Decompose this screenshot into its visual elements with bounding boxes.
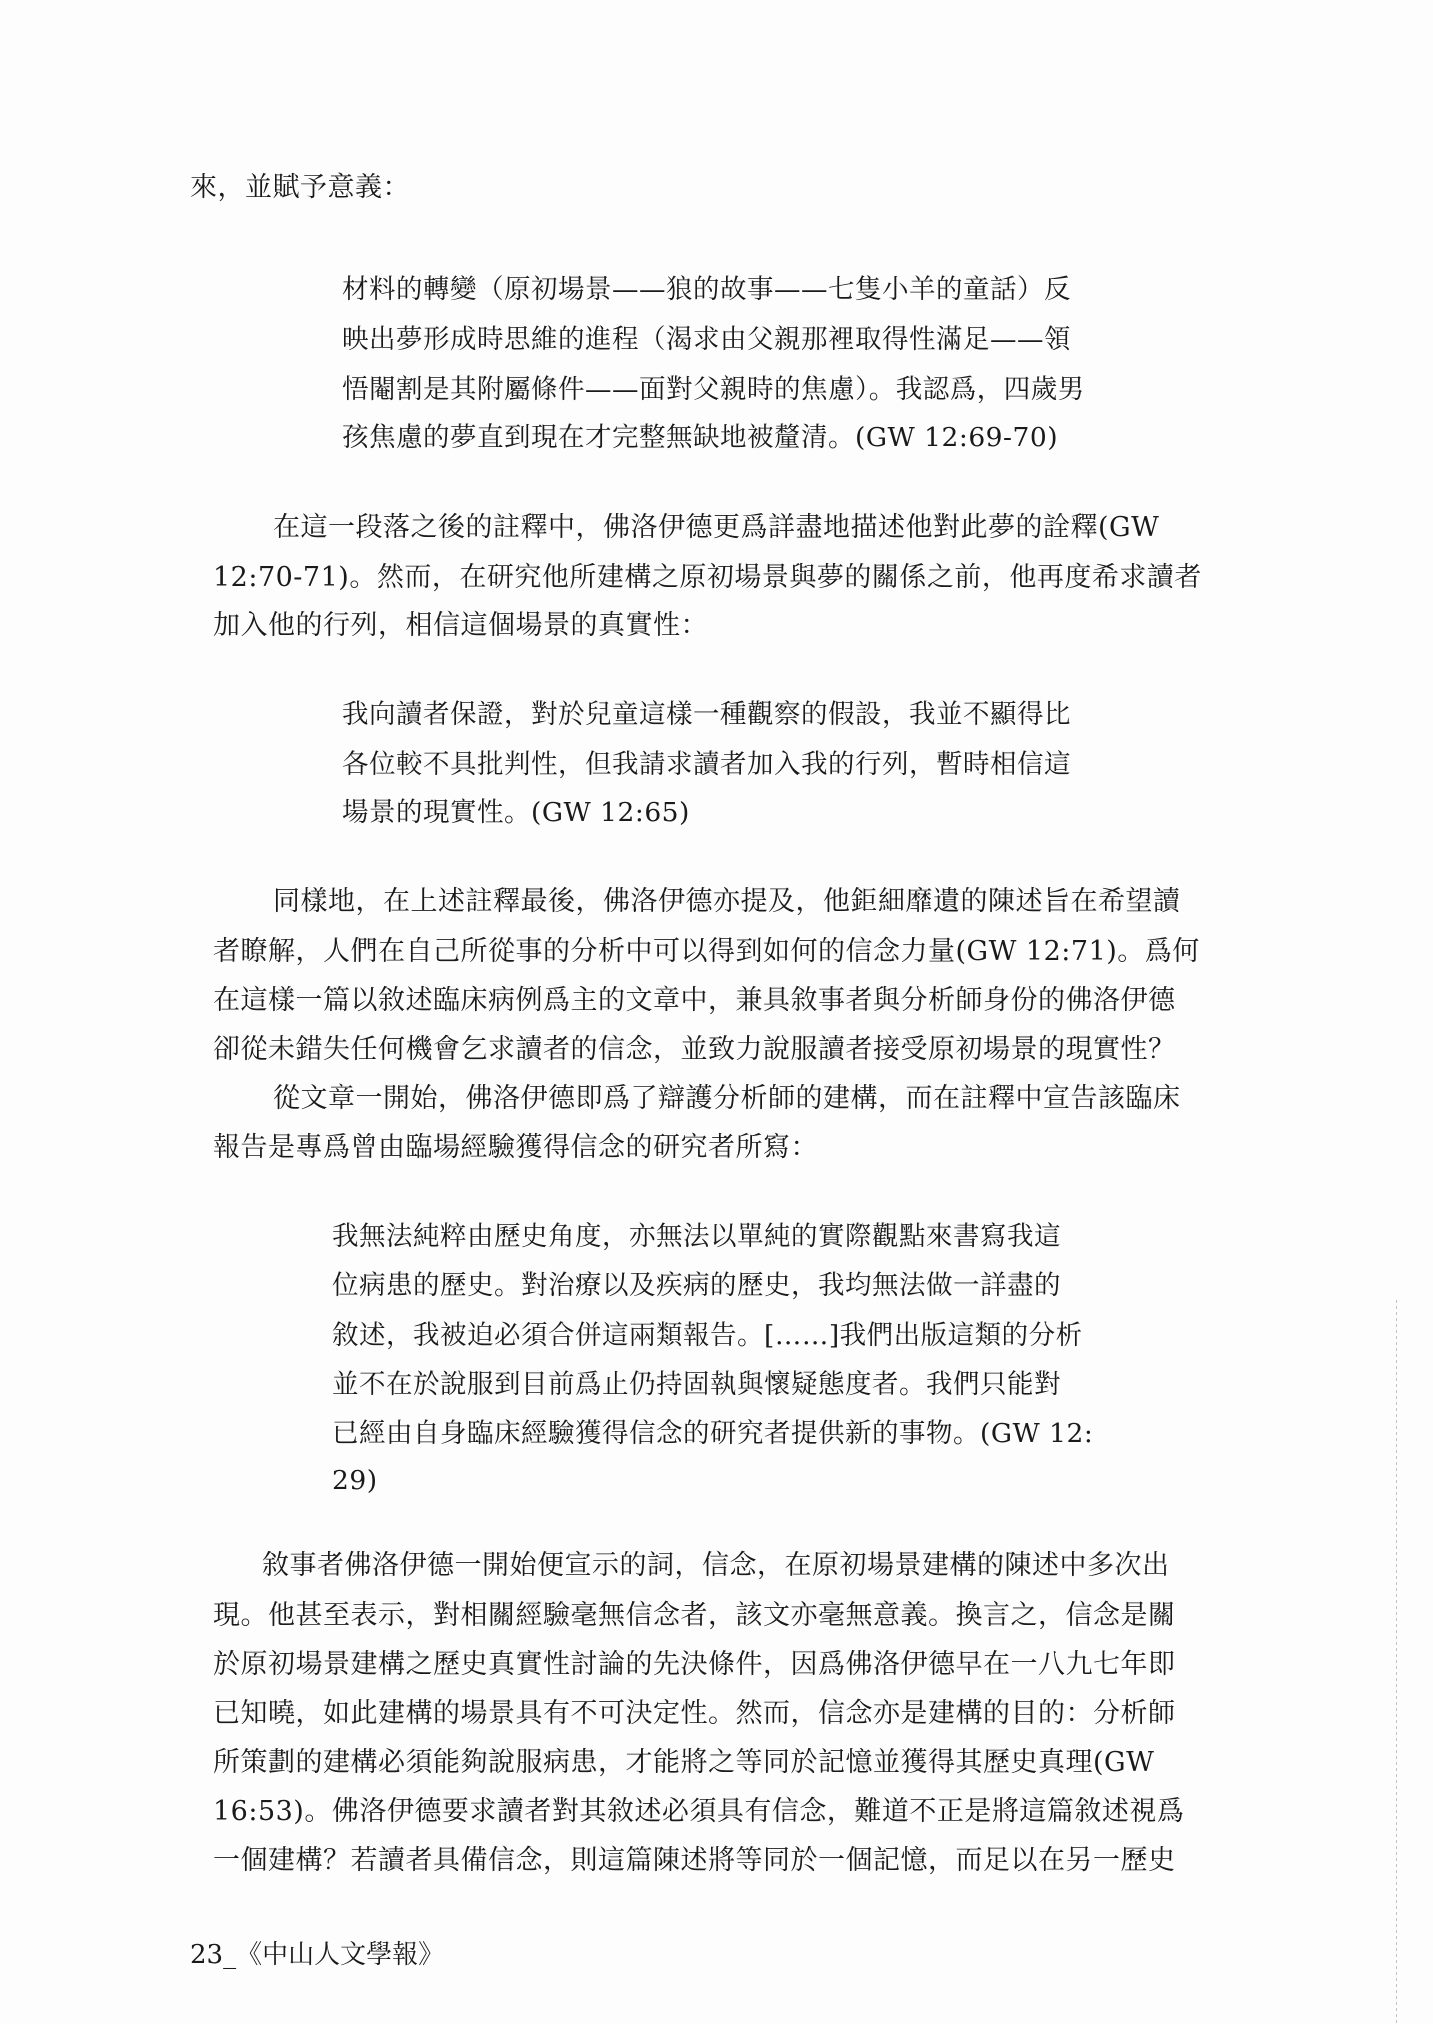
quote-line: 孩焦慮的夢直到現在才完整無缺地被釐清。(GW 12:69-70)	[342, 422, 1059, 453]
paragraph-line: 12:70-71)。然而，在研究他所建構之原初場景與夢的關係之前，他再度希求讀者	[213, 562, 1202, 593]
paragraph-line: 一個建構？若讀者具備信念，則這篇陳述將等同於一個記憶，而足以在另一歷史	[213, 1845, 1176, 1876]
quote-line: 各位較不具批判性，但我請求讀者加入我的行列，暫時相信這	[342, 749, 1071, 780]
paragraph-line: 同樣地，在上述註釋最後，佛洛伊德亦提及，他鉅細靡遺的陳述旨在希望讀	[273, 886, 1181, 917]
intro-line: 來，並賦予意義：	[190, 172, 410, 203]
quote-line: 材料的轉變（原初場景——狼的故事——七隻小羊的童話）反	[342, 274, 1071, 305]
quote-line: 位病患的歷史。對治療以及疾病的歷史，我均無法做一詳盡的	[332, 1270, 1061, 1301]
quote-line: 敘述，我被迫必須合併這兩類報告。[……]我們出版這類的分析	[332, 1320, 1083, 1351]
scan-edge-divider	[1396, 1300, 1397, 2024]
paragraph-line: 在這樣一篇以敘述臨床病例爲主的文章中，兼具敘事者與分析師身份的佛洛伊德	[213, 985, 1176, 1016]
quote-line: 我無法純粹由歷史角度，亦無法以單純的實際觀點來書寫我這	[332, 1221, 1061, 1252]
paragraph-line: 所策劃的建構必須能夠說服病患，才能將之等同於記憶並獲得其歷史真理(GW	[213, 1747, 1155, 1778]
paragraph-line: 從文章一開始，佛洛伊德即爲了辯護分析師的建構，而在註釋中宣告該臨床	[273, 1083, 1181, 1114]
quote-line: 29)	[332, 1465, 378, 1496]
paragraph-line: 加入他的行列，相信這個場景的真實性：	[213, 610, 708, 641]
paragraph-line: 現。他甚至表示，對相關經驗毫無信念者，該文亦毫無意義。換言之，信念是關	[213, 1600, 1176, 1631]
paragraph-line: 者瞭解，人們在自己所從事的分析中可以得到如何的信念力量(GW 12:71)。爲何	[213, 936, 1200, 967]
paragraph-line: 於原初場景建構之歷史真實性討論的先決條件，因爲佛洛伊德早在一八九七年即	[213, 1649, 1176, 1680]
paragraph-line: 報告是專爲曾由臨場經驗獲得信念的研究者所寫：	[213, 1132, 818, 1163]
paragraph-line: 已知曉，如此建構的場景具有不可決定性。然而，信念亦是建構的目的：分析師	[213, 1698, 1176, 1729]
quote-line: 場景的現實性。(GW 12:65)	[342, 797, 690, 828]
quote-line: 並不在於說服到目前爲止仍持固執與懷疑態度者。我們只能對	[332, 1369, 1061, 1400]
quote-line: 我向讀者保證，對於兒童這樣一種觀察的假設，我並不顯得比	[342, 699, 1071, 730]
paragraph-line: 卻從未錯失任何機會乞求讀者的信念，並致力說服讀者接受原初場景的現實性？	[213, 1034, 1176, 1065]
paragraph-line: 敘事者佛洛伊德一開始便宣示的詞，信念，在原初場景建構的陳述中多次出	[262, 1550, 1170, 1581]
paragraph-line: 在這一段落之後的註釋中，佛洛伊德更爲詳盡地描述他對此夢的詮釋(GW	[273, 512, 1160, 543]
quote-line: 已經由自身臨床經驗獲得信念的研究者提供新的事物。(GW 12:	[332, 1418, 1094, 1449]
page-footer: 23_《中山人文學報》	[190, 1940, 445, 1970]
quote-line: 映出夢形成時思維的進程（渴求由父親那裡取得性滿足——領	[342, 324, 1071, 355]
paragraph-line: 16:53)。佛洛伊德要求讀者對其敘述必須具有信念，難道不正是將這篇敘述視爲	[213, 1796, 1185, 1827]
quote-line: 悟閹割是其附屬條件——面對父親時的焦慮）。我認爲，四歲男	[342, 374, 1085, 405]
